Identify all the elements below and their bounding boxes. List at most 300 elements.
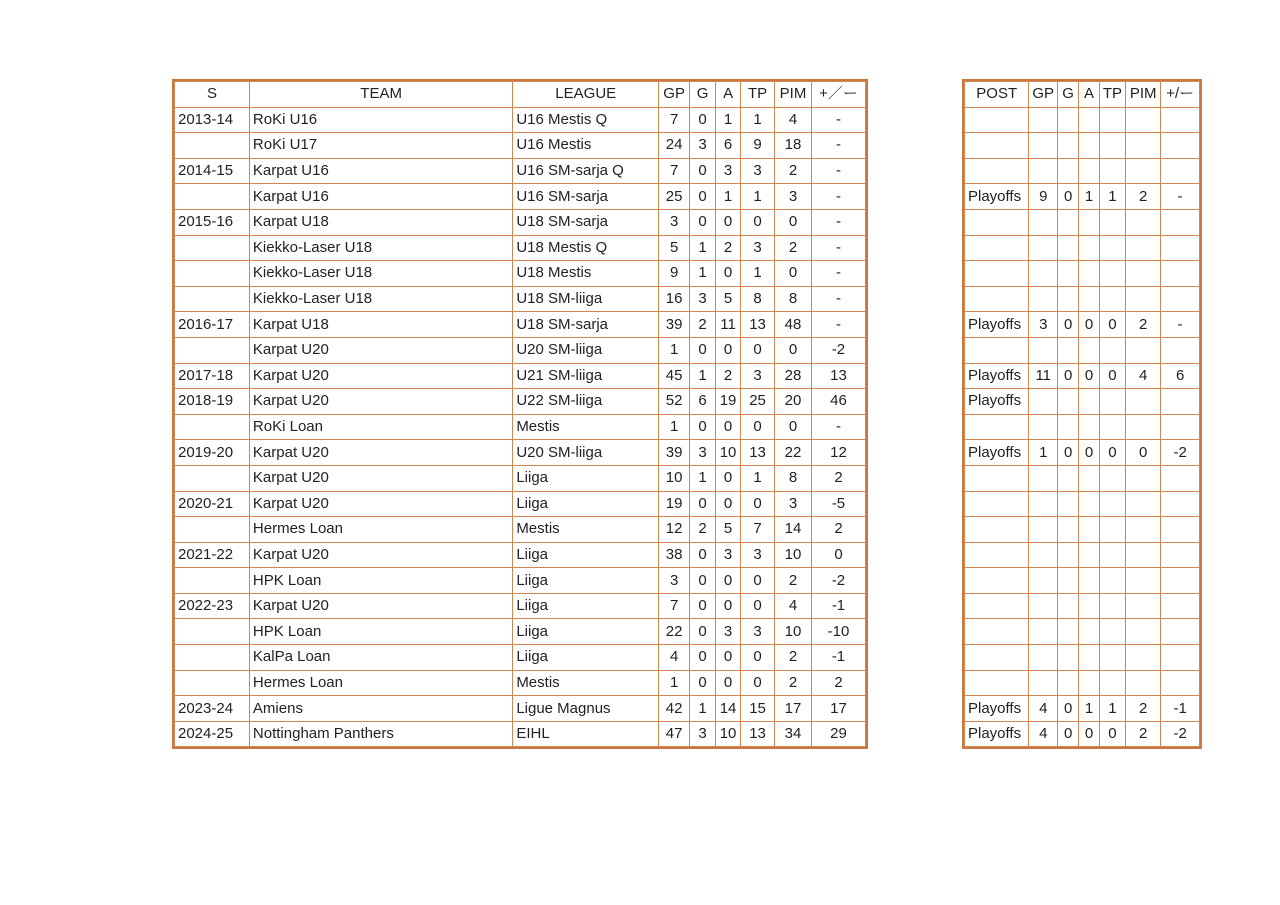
post-cell	[1099, 542, 1125, 568]
table-row	[965, 286, 1200, 312]
post-cell	[1099, 235, 1125, 261]
main-cell: 39	[659, 440, 690, 466]
post-cell	[1125, 542, 1160, 568]
post-cell: 0	[1099, 440, 1125, 466]
main-cell	[175, 261, 250, 287]
main-cell: 2	[716, 235, 741, 261]
main-cell: 0	[811, 542, 865, 568]
main-cell	[175, 184, 250, 210]
main-cell: 6	[716, 133, 741, 159]
post-cell	[1029, 337, 1058, 363]
table-row	[965, 721, 1200, 747]
main-cell: U16 SM-sarja Q	[513, 158, 659, 184]
main-cell: 9	[659, 261, 690, 287]
main-cell: 2	[811, 465, 865, 491]
post-cell	[1079, 133, 1100, 159]
table-row	[175, 414, 866, 440]
main-cell: 13	[741, 440, 775, 466]
main-header-cell: A	[716, 82, 741, 108]
post-cell	[1029, 619, 1058, 645]
main-cell	[175, 517, 250, 543]
main-header-cell: LEAGUE	[513, 82, 659, 108]
post-cell	[1058, 465, 1079, 491]
main-cell: 2019-20	[175, 440, 250, 466]
post-cell	[1099, 645, 1125, 671]
main-cell: Liiga	[513, 593, 659, 619]
main-cell: 0	[716, 209, 741, 235]
main-cell: 13	[811, 363, 865, 389]
table-row	[965, 491, 1200, 517]
post-cell	[1099, 209, 1125, 235]
main-cell: Mestis	[513, 414, 659, 440]
post-cell	[1125, 517, 1160, 543]
post-cell: 2	[1125, 696, 1160, 722]
table-row	[965, 696, 1200, 722]
main-cell: 0	[741, 337, 775, 363]
post-cell	[1161, 414, 1200, 440]
main-cell: 3	[690, 133, 716, 159]
main-cell: KalPa Loan	[249, 645, 512, 671]
main-cell: Karpat U20	[249, 491, 512, 517]
post-cell	[1079, 491, 1100, 517]
main-cell: -10	[811, 619, 865, 645]
main-cell: 2016-17	[175, 312, 250, 338]
main-cell: 0	[741, 645, 775, 671]
main-cell: 1	[741, 107, 775, 133]
main-cell: 7	[659, 593, 690, 619]
main-cell: 47	[659, 721, 690, 747]
main-cell: 1	[690, 235, 716, 261]
post-cell	[1058, 670, 1079, 696]
main-cell: 4	[659, 645, 690, 671]
main-cell: 10	[775, 542, 812, 568]
main-cell: U16 SM-sarja	[513, 184, 659, 210]
post-cell	[1029, 645, 1058, 671]
main-header-cell: S	[175, 82, 250, 108]
post-cell: 0	[1079, 312, 1100, 338]
main-cell: 3	[716, 542, 741, 568]
main-cell: 1	[659, 670, 690, 696]
post-cell	[1161, 517, 1200, 543]
main-cell: Karpat U20	[249, 389, 512, 415]
main-cell: 29	[811, 721, 865, 747]
main-cell: 19	[659, 491, 690, 517]
main-cell: 11	[716, 312, 741, 338]
main-cell: 7	[659, 107, 690, 133]
post-cell	[1125, 593, 1160, 619]
post-cell: 0	[1058, 184, 1079, 210]
table-row	[965, 619, 1200, 645]
main-cell: 3	[659, 209, 690, 235]
table-row	[965, 184, 1200, 210]
main-cell: Kiekko-Laser U18	[249, 286, 512, 312]
main-cell: 42	[659, 696, 690, 722]
post-cell	[1058, 645, 1079, 671]
main-cell: Karpat U20	[249, 363, 512, 389]
main-cell: 1	[690, 261, 716, 287]
main-cell: RoKi U16	[249, 107, 512, 133]
table-row	[965, 517, 1200, 543]
main-cell: 3	[741, 158, 775, 184]
main-cell: 2022-23	[175, 593, 250, 619]
post-header-cell: A	[1079, 82, 1100, 108]
table-row	[965, 414, 1200, 440]
post-header-cell: TP	[1099, 82, 1125, 108]
main-cell: 0	[690, 568, 716, 594]
main-cell: RoKi Loan	[249, 414, 512, 440]
post-cell: 0	[1079, 440, 1100, 466]
post-cell	[1058, 414, 1079, 440]
post-cell: 1	[1079, 184, 1100, 210]
main-cell: 2	[775, 670, 812, 696]
main-cell: 1	[716, 107, 741, 133]
main-cell	[175, 414, 250, 440]
main-header-cell: G	[690, 82, 716, 108]
post-cell	[1099, 337, 1125, 363]
main-header-cell: PIM	[775, 82, 812, 108]
main-cell: -	[811, 209, 865, 235]
post-cell	[1161, 465, 1200, 491]
table-row	[965, 593, 1200, 619]
main-cell: 3	[716, 158, 741, 184]
post-cell	[1029, 286, 1058, 312]
main-cell: 0	[690, 158, 716, 184]
main-cell: 3	[741, 619, 775, 645]
main-cell: 0	[690, 414, 716, 440]
post-cell: 0	[1099, 312, 1125, 338]
main-cell: Liiga	[513, 568, 659, 594]
post-cell	[1079, 593, 1100, 619]
main-cell: 1	[690, 363, 716, 389]
post-cell	[965, 235, 1029, 261]
main-cell: RoKi U17	[249, 133, 512, 159]
main-cell: U18 SM-sarja	[513, 209, 659, 235]
post-cell	[1161, 389, 1200, 415]
main-cell	[175, 235, 250, 261]
post-cell: 0	[1099, 363, 1125, 389]
post-cell	[1029, 235, 1058, 261]
main-cell: 1	[716, 184, 741, 210]
main-cell: Karpat U18	[249, 312, 512, 338]
main-cell: 25	[659, 184, 690, 210]
main-cell: 18	[775, 133, 812, 159]
main-cell: 17	[775, 696, 812, 722]
main-header-row	[175, 82, 866, 108]
post-cell	[1029, 568, 1058, 594]
main-cell: 0	[690, 645, 716, 671]
main-cell: 10	[659, 465, 690, 491]
main-cell: 0	[741, 593, 775, 619]
main-cell: 10	[716, 440, 741, 466]
main-cell: 0	[775, 414, 812, 440]
post-cell	[1125, 670, 1160, 696]
main-cell: -1	[811, 645, 865, 671]
post-cell	[1079, 645, 1100, 671]
post-cell	[965, 158, 1029, 184]
main-cell: 0	[716, 465, 741, 491]
table-row	[965, 542, 1200, 568]
post-cell	[1058, 619, 1079, 645]
main-cell	[175, 337, 250, 363]
main-cell: HPK Loan	[249, 619, 512, 645]
main-cell: Liiga	[513, 465, 659, 491]
post-cell	[1099, 133, 1125, 159]
post-cell	[1079, 107, 1100, 133]
main-cell	[175, 133, 250, 159]
table-row	[175, 593, 866, 619]
main-cell: Amiens	[249, 696, 512, 722]
main-cell: 0	[716, 414, 741, 440]
post-cell: -2	[1161, 440, 1200, 466]
table-row	[175, 721, 866, 747]
main-cell	[175, 465, 250, 491]
post-cell: 0	[1058, 440, 1079, 466]
main-cell: 3	[716, 619, 741, 645]
main-cell: 46	[811, 389, 865, 415]
post-cell: 6	[1161, 363, 1200, 389]
post-cell	[965, 645, 1029, 671]
main-cell: 0	[741, 414, 775, 440]
main-cell: Karpat U20	[249, 465, 512, 491]
main-cell: 0	[775, 261, 812, 287]
post-header-cell: GP	[1029, 82, 1058, 108]
main-cell: 4	[775, 593, 812, 619]
post-cell: 0	[1079, 363, 1100, 389]
post-cell	[1079, 337, 1100, 363]
post-cell	[1099, 593, 1125, 619]
main-cell: 2017-18	[175, 363, 250, 389]
main-cell: 34	[775, 721, 812, 747]
main-cell: 2024-25	[175, 721, 250, 747]
post-cell	[1125, 465, 1160, 491]
main-cell: -	[811, 158, 865, 184]
main-cell: 2015-16	[175, 209, 250, 235]
post-cell	[1029, 670, 1058, 696]
table-row	[965, 337, 1200, 363]
main-cell: -5	[811, 491, 865, 517]
post-cell	[1125, 414, 1160, 440]
post-cell	[1125, 645, 1160, 671]
main-cell: 0	[716, 593, 741, 619]
post-cell	[1058, 286, 1079, 312]
main-cell: 2	[775, 645, 812, 671]
main-cell: 9	[741, 133, 775, 159]
main-cell: 0	[716, 337, 741, 363]
main-cell: 2	[690, 312, 716, 338]
post-cell	[1161, 593, 1200, 619]
post-cell	[1125, 261, 1160, 287]
post-cell	[1079, 517, 1100, 543]
post-cell: Playoffs	[965, 440, 1029, 466]
main-cell: 12	[659, 517, 690, 543]
main-cell: 38	[659, 542, 690, 568]
main-cell: 1	[690, 465, 716, 491]
main-cell: U20 SM-liiga	[513, 440, 659, 466]
main-cell: 7	[659, 158, 690, 184]
main-cell: HPK Loan	[249, 568, 512, 594]
main-cell: 2	[811, 670, 865, 696]
table-row	[175, 389, 866, 415]
main-cell: 17	[811, 696, 865, 722]
main-cell	[175, 286, 250, 312]
post-cell	[1029, 542, 1058, 568]
main-cell: 13	[741, 721, 775, 747]
post-header-cell: PIM	[1125, 82, 1160, 108]
post-cell: 2	[1125, 721, 1160, 747]
post-cell	[1058, 517, 1079, 543]
main-cell: 0	[690, 593, 716, 619]
post-cell	[1125, 235, 1160, 261]
post-cell: 0	[1058, 696, 1079, 722]
post-cell: 9	[1029, 184, 1058, 210]
main-cell: 3	[690, 721, 716, 747]
main-cell: 3	[741, 542, 775, 568]
main-cell: U22 SM-liiga	[513, 389, 659, 415]
table-row	[965, 107, 1200, 133]
main-cell: 24	[659, 133, 690, 159]
post-cell: 4	[1029, 696, 1058, 722]
post-cell: 3	[1029, 312, 1058, 338]
table-row	[175, 261, 866, 287]
main-cell: 10	[775, 619, 812, 645]
main-cell: U18 SM-sarja	[513, 312, 659, 338]
table-row	[965, 465, 1200, 491]
main-cell: Nottingham Panthers	[249, 721, 512, 747]
table-row	[175, 133, 866, 159]
table-row	[175, 542, 866, 568]
post-cell	[1058, 261, 1079, 287]
post-cell: Playoffs	[965, 312, 1029, 338]
post-cell	[1099, 158, 1125, 184]
main-cell: 3	[741, 363, 775, 389]
post-cell	[1079, 670, 1100, 696]
table-row	[965, 645, 1200, 671]
main-cell: 3	[690, 440, 716, 466]
post-cell: Playoffs	[965, 389, 1029, 415]
main-cell: 12	[811, 440, 865, 466]
main-cell: 0	[716, 568, 741, 594]
post-cell	[1161, 107, 1200, 133]
main-cell: 0	[716, 491, 741, 517]
post-cell	[965, 286, 1029, 312]
post-cell	[1125, 286, 1160, 312]
post-cell	[965, 491, 1029, 517]
post-cell	[1125, 619, 1160, 645]
post-cell	[965, 209, 1029, 235]
main-cell: 25	[741, 389, 775, 415]
table-row	[175, 568, 866, 594]
post-cell: Playoffs	[965, 363, 1029, 389]
post-cell	[1099, 619, 1125, 645]
post-cell	[965, 517, 1029, 543]
table-row	[965, 133, 1200, 159]
main-cell: 0	[716, 261, 741, 287]
table-row	[965, 261, 1200, 287]
main-cell: 3	[659, 568, 690, 594]
post-cell	[1125, 107, 1160, 133]
table-row	[175, 670, 866, 696]
post-cell	[1125, 133, 1160, 159]
post-cell	[1079, 209, 1100, 235]
post-cell: 1	[1099, 184, 1125, 210]
main-cell: 0	[690, 491, 716, 517]
main-cell: -	[811, 414, 865, 440]
main-cell: 1	[690, 696, 716, 722]
post-cell: Playoffs	[965, 696, 1029, 722]
main-cell: 22	[775, 440, 812, 466]
post-cell	[1125, 209, 1160, 235]
main-cell: 2	[811, 517, 865, 543]
main-cell: Mestis	[513, 670, 659, 696]
table-row	[175, 517, 866, 543]
post-cell: 1	[1079, 696, 1100, 722]
post-cell: 1	[1029, 440, 1058, 466]
main-cell: -	[811, 286, 865, 312]
post-cell	[1079, 568, 1100, 594]
main-cell: 0	[775, 337, 812, 363]
main-cell: Kiekko-Laser U18	[249, 261, 512, 287]
post-cell	[1029, 517, 1058, 543]
post-cell: 4	[1029, 721, 1058, 747]
post-cell	[1029, 209, 1058, 235]
post-cell	[1058, 337, 1079, 363]
main-cell: 14	[775, 517, 812, 543]
post-cell	[1099, 414, 1125, 440]
main-cell: 14	[716, 696, 741, 722]
main-cell: Karpat U18	[249, 209, 512, 235]
main-cell: -2	[811, 568, 865, 594]
table-row	[175, 286, 866, 312]
main-header-cell: +／ー	[811, 82, 865, 108]
main-cell: 52	[659, 389, 690, 415]
main-cell: 0	[690, 209, 716, 235]
main-cell: EIHL	[513, 721, 659, 747]
main-cell: 0	[741, 568, 775, 594]
main-cell: 2	[690, 517, 716, 543]
post-cell	[1058, 542, 1079, 568]
post-cell: -	[1161, 184, 1200, 210]
main-cell: 0	[690, 107, 716, 133]
post-cell	[1079, 619, 1100, 645]
main-cell: 4	[775, 107, 812, 133]
post-cell	[1058, 133, 1079, 159]
post-cell	[1029, 261, 1058, 287]
post-cell	[965, 465, 1029, 491]
post-cell: 2	[1125, 312, 1160, 338]
table-row	[175, 619, 866, 645]
regular-season-stats-table	[174, 81, 866, 747]
main-cell: Ligue Magnus	[513, 696, 659, 722]
main-cell: 2	[775, 568, 812, 594]
main-cell: 0	[741, 670, 775, 696]
post-cell	[965, 670, 1029, 696]
post-cell	[1099, 261, 1125, 287]
main-cell: 48	[775, 312, 812, 338]
post-cell	[1161, 542, 1200, 568]
post-cell: 0	[1079, 721, 1100, 747]
post-cell	[1079, 389, 1100, 415]
post-cell: -	[1161, 312, 1200, 338]
table-row	[175, 209, 866, 235]
main-cell: 2021-22	[175, 542, 250, 568]
post-header-cell: G	[1058, 82, 1079, 108]
post-cell	[1161, 491, 1200, 517]
table-row	[175, 312, 866, 338]
post-cell	[1099, 389, 1125, 415]
post-cell	[1058, 107, 1079, 133]
main-cell	[175, 619, 250, 645]
main-cell: Karpat U20	[249, 337, 512, 363]
